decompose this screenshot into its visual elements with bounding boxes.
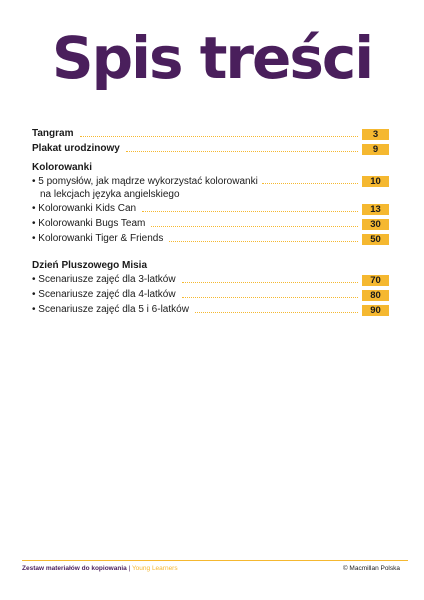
toc-entry-tangram[interactable] — [32, 127, 389, 140]
page-title — [0, 22, 424, 94]
toc-entry-label: Tangram — [32, 128, 74, 139]
section-heading-dzien-misia: Dzień Pluszowego Misia — [32, 260, 148, 271]
dot-leader — [80, 135, 359, 137]
toc-entry-3-latki[interactable] — [32, 273, 389, 286]
dot-leader — [151, 225, 358, 227]
footer-divider — [22, 560, 408, 561]
page-number-badge: 80 — [362, 290, 389, 301]
dot-leader — [182, 281, 358, 283]
toc-entry-label: • Kolorowanki Kids Can — [32, 203, 137, 214]
toc-entry-4-latki[interactable] — [32, 288, 389, 301]
page-number-badge: 70 — [362, 275, 389, 286]
title-special-letter: ś — [289, 24, 322, 92]
title-part-2: ci — [321, 24, 373, 92]
toc-entry-plakat[interactable] — [32, 142, 389, 155]
toc-entry-label: • Kolorowanki Bugs Team — [32, 218, 146, 229]
page-number-badge: 50 — [362, 234, 389, 245]
footer-series-title: Zestaw materiałów do kopiowania — [22, 565, 127, 572]
toc-entry-label: • Scenariusze zajęć dla 4-latków — [32, 289, 176, 300]
toc-entry-5-6-latki[interactable] — [32, 303, 389, 316]
page-number-badge: 90 — [362, 305, 389, 316]
toc-entry-label: Plakat urodzinowy — [32, 143, 120, 154]
page-number-badge: 10 — [362, 176, 389, 187]
toc-entry-label-line1: • 5 pomysłów, jak mądrze wykorzystać kolorowanki — [32, 176, 258, 187]
toc-entry-tiger-friends[interactable] — [32, 232, 389, 245]
footer-series — [22, 564, 178, 573]
footer-series-subtitle: Young Learners — [131, 565, 178, 572]
toc-entry-bugs-team[interactable] — [32, 217, 389, 230]
toc-entry-label: • Kolorowanki Tiger & Friends — [32, 233, 164, 244]
footer-separator: | — [126, 565, 132, 572]
section-heading-kolorowanki: Kolorowanki — [32, 162, 93, 173]
page-number-badge: 13 — [362, 204, 389, 215]
dot-leader — [142, 210, 358, 212]
toc-entry-label: • Scenariusze zajęć dla 5 i 6-latków — [32, 304, 189, 315]
toc-entry-label: • Scenariusze zajęć dla 3-latków — [32, 274, 176, 285]
dot-leader — [262, 175, 358, 184]
toc-entry-label-line2: na lekcjach języka angielskiego — [40, 189, 180, 200]
dot-leader — [126, 150, 358, 152]
toc-entry-pomysly[interactable] — [32, 175, 389, 201]
dot-leader — [169, 240, 358, 242]
toc-entry-kids-can[interactable] — [32, 202, 389, 215]
page-number-badge: 30 — [362, 219, 389, 230]
table-of-contents — [32, 127, 389, 318]
title-part-1: Spis tre — [51, 24, 290, 92]
page-number-badge: 3 — [362, 129, 389, 140]
dot-leader — [195, 311, 358, 313]
page-number-badge: 9 — [362, 144, 389, 155]
footer-copyright: © Macmillan Polska — [342, 565, 400, 572]
dot-leader — [182, 296, 358, 298]
